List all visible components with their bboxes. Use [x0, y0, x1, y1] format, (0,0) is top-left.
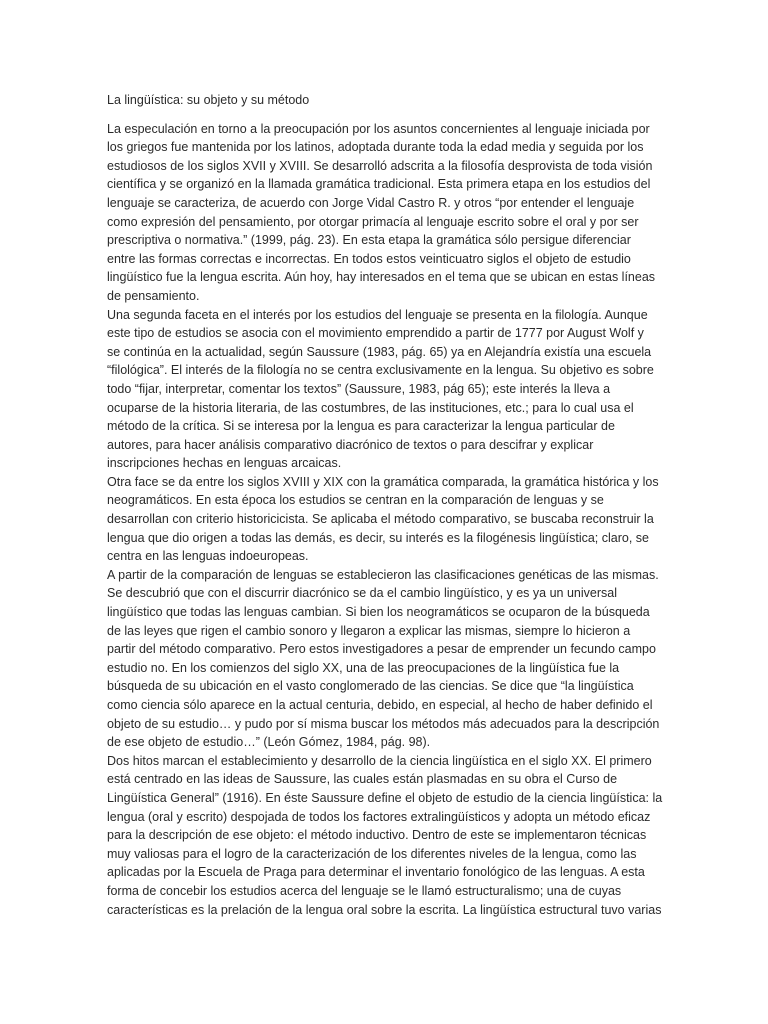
- text-line: prescriptiva o normativa.” (1999, pág. 23). En esta etapa la gramática sólo persigue diferenciar: [107, 233, 631, 248]
- text-line: centra en las lenguas indoeuropeas.: [107, 549, 309, 564]
- text-line: se continúa en la actualidad, según Saussure (1983, pág. 65) ya en Alejandría existía una escuela: [107, 344, 652, 359]
- text-line: lengua que dio origen a todas las demás, es decir, su interés es la filogénesis lingüística; claro, se: [107, 530, 649, 545]
- text-line: de las leyes que rigen el cambio sonoro y llegaron a explicar las mismas, siempre lo hicieron a: [107, 623, 631, 638]
- text-line: partir del método comparativo. Pero estos investigadores a pesar de emprender un fecundo campo: [107, 642, 656, 657]
- text-line: ocuparse de la historia literaria, de las costumbres, de las instituciones, etc.; para lo cual usa el: [107, 400, 634, 415]
- text-line: método de la crítica. Si se interesa por la lengua es para caracterizar la lengua particular de: [107, 419, 615, 434]
- text-line: todo “fijar, interpretar, comentar los textos” (Saussure, 1983, pág 65); este interés la lleva a: [107, 381, 611, 396]
- text-line: objeto de su estudio… y pudo por sí misma buscar los métodos más adecuados para la descripción: [107, 716, 660, 731]
- text-line: forma de concebir los estudios acerca del lenguaje se le llamó estructuralismo; una de cuyas: [107, 883, 622, 898]
- text-line: de ese objeto de estudio…” (León Gómez, 1984, pág. 98).: [107, 735, 431, 750]
- text-line: Una segunda faceta en el interés por los estudios del lenguaje se presenta en la filología. Aunque: [107, 307, 648, 322]
- text-line: estudiosos de los siglos XVII y XVIII. Se desarrolló adscrita a la filosofía desprovista de toda visión: [107, 158, 653, 173]
- text-line: Dos hitos marcan el establecimiento y desarrollo de la ciencia lingüística en el siglo XX. El primero: [107, 753, 652, 768]
- paragraph: [107, 473, 663, 566]
- text-line: está centrado en las ideas de Saussure, las cuales están plasmadas en su obra el Curso de: [107, 772, 618, 787]
- text-line: Se descubrió que con el discurrir diacrónico se da el cambio lingüístico, y es ya un universal: [107, 586, 617, 601]
- text-line: este tipo de estudios se asocia con el movimiento emprendido a partir de 1777 por August Wolf y: [107, 326, 644, 341]
- text-line: como expresión del pensamiento, por otorgar primacía al lenguaje escrito sobre el oral y por ser: [107, 214, 639, 229]
- paragraph: [107, 752, 663, 919]
- text-line: lengua (oral y escrito) despojada de todos los factores extralingüísticos y adopta un método eficaz: [107, 809, 651, 824]
- document-body: [107, 91, 663, 919]
- text-line: aplicadas por la Escuela de Praga para determinar el inventario fonológico de las lenguas. A esta: [107, 865, 645, 880]
- paragraph-list: [107, 120, 663, 920]
- text-line: desarrollan con criterio historicicista. Se aplicaba el método comparativo, se buscaba reconstruir la: [107, 512, 654, 527]
- text-line: inscripciones hechas en lenguas arcaicas.: [107, 456, 342, 471]
- text-line: para la descripción de ese objeto: el método inductivo. Dentro de este se implementaron técnicas: [107, 828, 647, 843]
- text-line: lingüístico que todas las lenguas cambian. Si bien los neogramáticos se ocuparon de la búsqueda: [107, 605, 650, 620]
- paragraph: [107, 566, 663, 752]
- text-line: muy valiosas para el logro de la caracterización de los diferentes niveles de la lengua, como las: [107, 846, 637, 861]
- text-line: lingüístico fue la lengua escrita. Aún hoy, hay interesados en el tema que se ubican en estas líneas: [107, 270, 656, 285]
- paragraph: [107, 306, 663, 473]
- text-line: estudio no. En los comienzos del siglo XX, una de las preocupaciones de la lingüística fue la: [107, 660, 620, 675]
- text-line: neogramáticos. En esta época los estudios se centran en la comparación de lenguas y se: [107, 493, 604, 508]
- text-line: características es la prelación de la lengua oral sobre la escrita. La lingüística estructural tuvo varias: [107, 902, 662, 917]
- text-line: Lingüística General” (1916). En éste Saussure define el objeto de estudio de la ciencia lingüística: la: [107, 790, 663, 805]
- text-line: lenguaje se caracteriza, de acuerdo con Jorge Vidal Castro R. y otros “por entender el lenguaje: [107, 195, 635, 210]
- text-line: científica y se organizó en la llamada gramática tradicional. Esta primera etapa en los estudios del: [107, 177, 651, 192]
- text-line: La especulación en torno a la preocupación por los asuntos concernientes al lenguaje iniciada por: [107, 121, 650, 136]
- text-line: de pensamiento.: [107, 288, 200, 303]
- text-line: los griegos fue mantenida por los latinos, adoptada durante toda la edad media y seguida por los: [107, 140, 644, 155]
- text-line: Otra face se da entre los siglos XVIII y XIX con la gramática comparada, la gramática histórica y los: [107, 474, 659, 489]
- text-line: entre las formas correctas e incorrectas. En todos estos veinticuatro siglos el objeto de estudio: [107, 251, 631, 266]
- text-line: A partir de la comparación de lenguas se establecieron las clasificaciones genéticas de las mismas.: [107, 567, 659, 582]
- text-line: “filológica”. El interés de la filología no se centra exclusivamente en la lengua. Su objetivo es sobre: [107, 363, 654, 378]
- document-title: La lingüística: su objeto y su método: [107, 93, 310, 107]
- paragraph: [107, 120, 663, 306]
- text-line: búsqueda de su ubicación en el vasto conglomerado de las ciencias. Se dice que “la lingüística: [107, 679, 634, 694]
- text-line: autores, para hacer análisis comparativo diacrónico de textos o para descifrar y explicar: [107, 437, 594, 452]
- text-line: como ciencia sólo aparece en la actual centuria, debido, en especial, al hecho de haber definido el: [107, 698, 653, 712]
